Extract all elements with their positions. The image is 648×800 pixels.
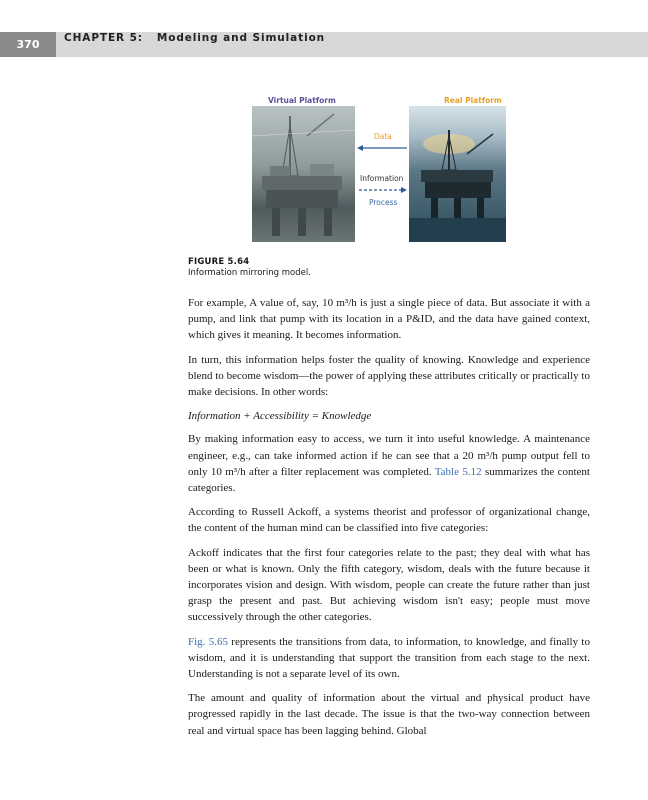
information-label: Information bbox=[360, 174, 404, 183]
running-header bbox=[0, 32, 648, 57]
paragraph-4: According to Russell Ackoff, a systems theorist and professor of organizational change, the content of the human mind can be classified into five categories: bbox=[188, 506, 590, 535]
information-mirroring-figure bbox=[252, 92, 506, 244]
paragraph-6-text: represents the transitions from data, to information, to knowledge, and finally to wisdom, and it is understanding that support the transition from each stage to the next. Understanding is not a separate level of its own. bbox=[188, 635, 590, 681]
process-label: Process bbox=[369, 198, 398, 207]
virtual-platform-label: Virtual Platform bbox=[268, 96, 336, 105]
paragraph-3-start: By making information easy to access, we turn it into useful knowledge. A maintenance engineer, e.g., can take informed action if he can see that a 20 m³/h pump output fell to only 10 m³/h after a filter replacement was completed. bbox=[188, 433, 590, 478]
data-flow-arrows bbox=[355, 92, 409, 244]
figure-caption-text: Information mirroring model. bbox=[188, 268, 311, 278]
chapter-label: CHAPTER 5: bbox=[64, 32, 143, 44]
figure-caption-title: FIGURE 5.64 bbox=[188, 257, 250, 267]
paragraph-7: The amount and quality of information about the virtual and physical product have progressed rapidly in the last decade. The issue is that the two-way connection between real and virtual space has been lagging behind. Global bbox=[188, 692, 590, 737]
real-platform-image bbox=[409, 106, 506, 242]
virtual-platform-image bbox=[252, 106, 355, 242]
real-platform-illustration bbox=[409, 106, 506, 242]
page-number: 370 bbox=[0, 32, 56, 57]
paragraph-1: For example, A value of, say, 10 m³/h is just a single piece of data. But associate it with a pump, and link that pump with its location in a P&ID, and the data have gained context, which gives it meaning. It becomes information. bbox=[188, 297, 590, 342]
chapter-heading bbox=[64, 32, 325, 57]
table-5-12-link[interactable]: Table 5.12 bbox=[434, 465, 482, 478]
information-arrowhead bbox=[401, 187, 407, 193]
body-text bbox=[188, 295, 590, 747]
formula-line: Information + Accessibility = Knowledge bbox=[188, 410, 372, 423]
paragraph-3-end: summarizes the content categories. bbox=[188, 465, 590, 495]
real-platform-label: Real Platform bbox=[444, 96, 502, 105]
paragraph-6 bbox=[188, 634, 590, 683]
paragraph-2: In turn, this information helps foster the quality of knowing. Knowledge and experience blend to become wisdom—the power of applying these attributes critically or practically to make decisions. In other words: bbox=[188, 353, 590, 399]
virtual-platform-illustration bbox=[252, 106, 355, 242]
data-arrowhead bbox=[357, 145, 363, 151]
paragraph-5: Ackoff indicates that the first four categories relate to the past; they deal with what has been or what is known. Only the fifth category, wisdom, deals with the future because it incorporates vision and design. With wisdom, people can create the future rather than just grasp the present and past. But achieving wisdom isn't easy; people must move successively through the other categories. bbox=[188, 546, 590, 624]
chapter-title: Modeling and Simulation bbox=[156, 32, 326, 44]
data-label: Data bbox=[374, 132, 392, 141]
figure-5-65-link[interactable]: Fig. 5.65 bbox=[188, 635, 228, 648]
paragraph-3 bbox=[188, 431, 590, 496]
